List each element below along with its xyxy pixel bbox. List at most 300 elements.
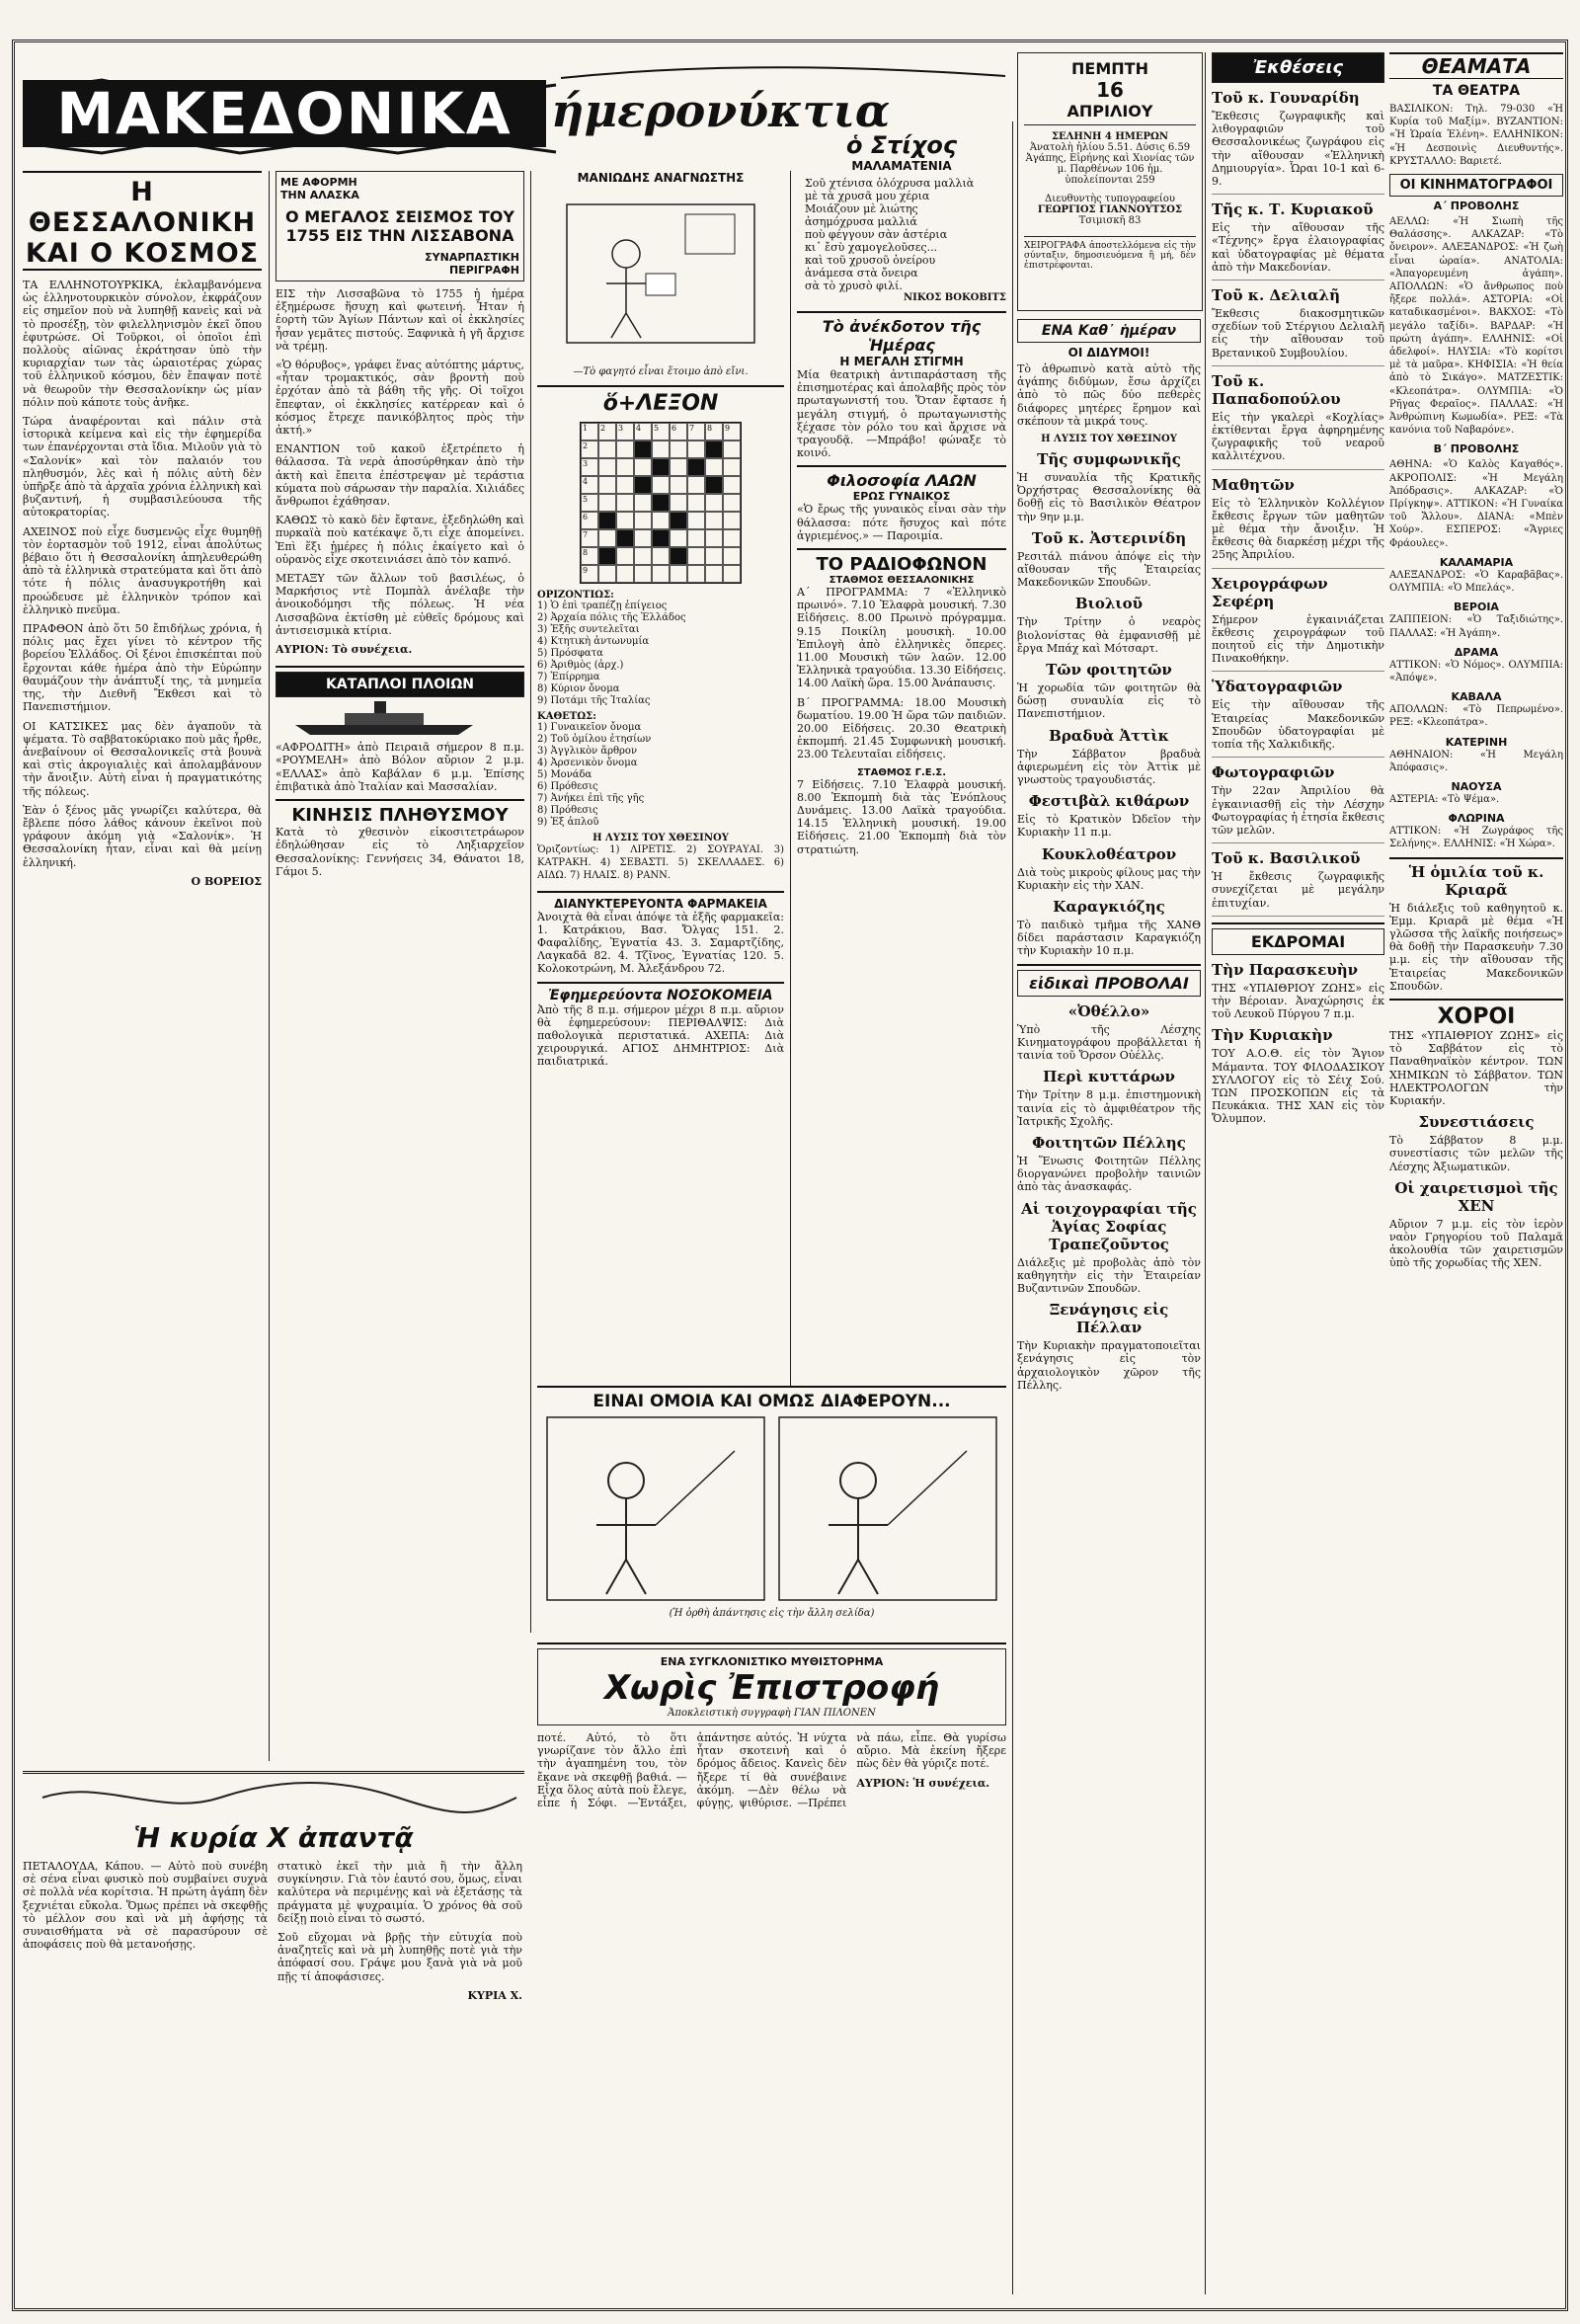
crossword-cell: 3: [581, 458, 598, 476]
event-item: [1017, 529, 1201, 590]
exhibitions-column: [1212, 52, 1384, 2294]
poem-line: ἀσημόχρυσα μαλλιά: [805, 215, 917, 228]
poem-line: σὰ τὸ χρυσὸ φιλί.: [805, 280, 903, 292]
masthead-script: ήμερονύκτια: [551, 84, 891, 137]
advice-headline: Ἡ κυρία Χ ἀπαντᾷ: [133, 1821, 414, 1854]
quake-next: ΑΥΡΙΟΝ: Τὸ συνέχεια.: [276, 643, 413, 657]
stichos-header: ὁ Στίχος: [845, 131, 958, 159]
quake-paragraph: «Ὁ θόρυβος», γράφει ἕνας αὐτόπτης μάρτυς, «ἦταν τρομακτικός, σὰν βροντὴ ποὺ ἐρχόταν ἀπὸ τὰ βάθη τῆς γῆς. Οἱ τοῖχοι ἔπεφταν, οἱ ἐκκλησίες κατέρρεαν καὶ ὁ κόσμος ἔτρεχε πανικόβλητος πρὸς τὴν ἀκτή.»: [276, 359, 524, 438]
crossword-solution-title: Η ΛΥΣΙΣ ΤΟΥ ΧΘΕΣΙΝΟΥ: [592, 833, 729, 843]
crossword-title: ὅ+ΛΕΞΟΝ: [602, 391, 719, 416]
crossword-cell: [687, 512, 705, 529]
crossword-cell: [723, 458, 741, 476]
ships-section: [276, 666, 524, 793]
manuscripts-note: ΧΕΙΡΟΓΡΑΦΑ ἀποστελλόμενα εἰς τὴν σύνταξιν, δημοσιευόμενα ἢ μή, δὲν ἐπιστρέφονται.: [1024, 236, 1196, 271]
quake-paragraph: ΚΑΘΩΣ τὸ κακὸ δὲν ἔφτανε, ἐξεδηλώθη καὶ πυρκαϊὰ ποὺ κατέκαψε ὅ,τι εἶχε ἀπομείνει. Ἐπὶ ἕξι ἡμέρες ἡ πόλις ἐκαίγετο καὶ ὁ οὐρανὸς εἶχε σκοτεινιάσει ἀπὸ τὸν καπνό.: [276, 514, 524, 566]
serial-next: ΑΥΡΙΟΝ: Ἡ συνέχεια.: [856, 1776, 990, 1790]
event-title: Καραγκιόζης: [1053, 898, 1165, 917]
region-item: [1389, 601, 1563, 639]
radio-section: [797, 548, 1006, 856]
crossword-clue: 2) Τοῦ ὁμίλου ἐτησίων: [537, 734, 652, 745]
cinemas-text: ΑΕΛΛΩ: «Ἡ Σιωπὴ τῆς Θαλάσσης». ΑΛΚΑΖΑΡ: «Τὸ ὄνειρον». ΑΛΕΞΑΝΔΡΟΣ: «Ἡ ζωὴ εἶναι ὡραία». ΑΝΑΤΟΛΙΑ: «Ἀπαγορευμένη ἀγάπη». ΑΠΟΛΛΩΝ: «Ὁ ἄνθρωπος ποὺ ἤξερε πολλά». ΑΣΤΟΡΙΑ: «Οἱ καταδικασμένοι». ΒΑΚΧΟΣ: «Τὸ μεγάλο ταξίδι». ΒΑΡΔΑΡ: «Ἡ πρώτη ἀγάπη». ΕΛΛΗΝΙΣ: «Οἱ ἀδελφοί». ΗΛΥΣΙΑ: «Τὸ κορίτσι μὲ τὰ μαῦρα». ΚΗΦΙΣΙΑ: «Ἡ θεία ἀπὸ τὸ Σικάγο». ΜΑΤΖΕΣΤΙΚ: «Κλεοπάτρα». ΟΛΥΜΠΙΑ: «Ὁ Ρῆγας Φεραῖος». ΠΑΛΛΑΣ: «Ἡ Ἀνθρώπινη Κωμωδία». ΡΕΞ: «Τὰ κανόνια τοῦ Ναβαρόνε».: [1389, 216, 1563, 437]
crossword-clue: 1) Ὁ ἐπὶ τραπέζῃ ἐπίγειος: [537, 601, 668, 611]
crossword-clue: 8) Πρόθεσις: [537, 805, 598, 816]
theatres-header: ΘΕΑΜΑΤΑ: [1389, 52, 1563, 79]
lead-headline: Η ΘΕΣΣΑΛΟΝΙΚΗ: [23, 171, 262, 238]
regions-list: [1389, 556, 1563, 851]
screening-title: Φοιτητῶν Πέλλης: [1032, 1133, 1186, 1152]
radio-station-1: ΣΤΑΘΜΟΣ ΘΕΣΣΑΛΟΝΙΚΗΣ: [829, 575, 975, 587]
crossword-cell: [652, 547, 670, 565]
crossword-cell: [723, 529, 741, 547]
crossword-cell: [616, 476, 634, 494]
crossword-cell: [616, 565, 634, 583]
population-section: [276, 799, 524, 878]
crossword-clue: 6) Ἀριθμὸς (ἀρχ.): [537, 660, 624, 671]
stichos-lines: [797, 177, 1006, 292]
crossword-clue: 5) Μονάδα: [537, 769, 592, 780]
exhibition-text: Ἔκθεσις διακοσμητικῶν σχεδίων τοῦ Στέργιου Δελιαλῆ εἰς τὴν αἴθουσαν τοῦ Βρετανικοῦ Συμβουλίου.: [1212, 307, 1384, 360]
crossword-cell: [723, 476, 741, 494]
ships-text: «ΑΦΡΟΔΙΤΗ» ἀπὸ Πειραιᾶ σήμερον 8 π.μ. «ΡΟΥΜΕΛΗ» ἀπὸ Βόλον αὔριον 2 μ.μ. «ΕΛΛΑΣ» ἀπὸ Καβάλαν 6 μ.μ. Ἐπίσης ἐπιβατικὰ ἀπὸ Ἰταλίαν καὶ Μασσαλίαν.: [276, 741, 524, 793]
exhibition-item: [1212, 476, 1384, 569]
region-item: [1389, 812, 1563, 850]
event-title: Κουκλοθέατρον: [1041, 844, 1177, 863]
greetings-title: Οἱ χαιρετισμοὶ τῆς ΧΕΝ: [1394, 1178, 1558, 1215]
ships-title: ΚΑΤΑΠΛΟΙ ΠΛΟΙΩΝ: [276, 672, 524, 697]
region-title: ΔΡΑΜΑ: [1454, 645, 1499, 659]
crossword-cell: 8: [581, 547, 598, 565]
region-text: ΑΘΗΝΑΙΟΝ: «Ἡ Μεγάλη Ἀπόφασις».: [1389, 749, 1563, 773]
region-item: [1389, 556, 1563, 595]
exhibition-title: Τοῦ κ. Δελιαλῆ: [1212, 286, 1340, 305]
crossword-cell: [670, 458, 687, 476]
exhibition-title: Φωτογραφιῶν: [1212, 763, 1335, 782]
screening-text: Τὴν Κυριακὴν πραγματοποιεῖται ξενάγησις εἰς τὸν ἀρχαιολογικὸν χῶρον τῆς Πέλλης.: [1017, 1339, 1201, 1392]
exhibition-text: Τὴν 22αν Ἀπριλίου θὰ ἐγκαινιασθῇ εἰς τὴν Λέσχην Φωτογραφίας ἡ ἐτησία ἔκθεσις τῶν μελῶν.: [1212, 784, 1384, 837]
quake-tag: ΣΥΝΑΡΠΑΣΤΙΚΗ: [425, 251, 519, 264]
quake-tag-2: ΠΕΡΙΓΡΑΦΗ: [448, 264, 519, 277]
advice-ornament: [23, 1778, 524, 1817]
exhibition-item: [1212, 286, 1384, 366]
crossword-cell: [670, 476, 687, 494]
crossword-cell: [616, 494, 634, 512]
crossword-cell: [652, 565, 670, 583]
event-item: [1017, 450, 1201, 523]
crossword-cell: [634, 547, 652, 565]
typo-line1: Διευθυντὴς τυπογραφείου: [1045, 194, 1175, 204]
stichos-author: ΝΙΚΟΣ ΒΟΚΟΒΙΤΣ: [904, 292, 1006, 303]
lead-story: [23, 171, 262, 1761]
serial-banner: [537, 1648, 1006, 1725]
screening-text: Διάλεξις μὲ προβολὰς ἀπὸ τὸν καθηγητὴν εἰς τὴν Ἑταιρείαν Βυζαντινῶν Σπουδῶν.: [1017, 1255, 1201, 1295]
crossword-clue: 7) Ἀνήκει ἐπὶ τῆς γῆς: [537, 793, 645, 804]
crossword-cell: [705, 565, 723, 583]
crossword-clue: 9) Ποτάμι τῆς Ἰταλίας: [537, 695, 651, 706]
crossword-cell: [705, 494, 723, 512]
crossword-cell: 5: [652, 423, 670, 441]
poem-line: ἀνάμεσα στὰ ὄνειρα: [805, 267, 918, 280]
exhibition-item: [1212, 372, 1384, 470]
crossword-cell: [634, 441, 652, 458]
poem-line: μὲ τὰ χρυσᾶ μου χέρια: [805, 190, 930, 202]
radio-program: Β΄ ΠΡΟΓΡΑΜΜΑ: 18.00 Μουσικὴ δωματίου. 19.00 Ἡ ὥρα τῶν παιδιῶν. 20.00 Εἰδήσεις. 20.30 Θεατρικὴ ἐκπομπή. 21.45 Συμφωνικὴ μουσική. 23.00 Τελευταῖαι εἰδήσεις.: [797, 695, 1006, 761]
exhibition-text: Εἰς τὴν αἴθουσαν τῆς Ἑταιρείας Μακεδονικῶν Σπουδῶν ὑδατογραφίαι μὲ τοπία τῆς Χαλκιδικῆς.: [1212, 698, 1384, 752]
crossword-cell: [598, 512, 616, 529]
crossword-cell: 9: [723, 423, 741, 441]
crossword-solution: Ὁριζοντίως: 1) ΛΙΡΕΤΙΣ. 2) ΣΟΥΡΑΥΑΙ. 3) ΚΑΤΡΑΚΗ. 4) ΣΕΒΑΣΤΙ. 5) ΣΚΕΛΛΑΔΕΣ. 6) ΑΙΔΩ. 7) ΗΛΑΙΣ. 8) ΡΑΝΝ.: [537, 844, 784, 882]
hospitals-section: [537, 982, 784, 1069]
advice-signature: ΚΥΡΙΑ Χ.: [467, 1988, 522, 2002]
quake-paragraph: ΕΝΑΝΤΙΟΝ τοῦ κακοῦ ἐξετρέπετο ἡ θάλασσα. Τὰ νερὰ ἀποσύρθηκαν ἀπὸ τὴν ἀκτὴ καὶ ἔπειτα ἐπέστρεψαν μὲ τεράστια κύματα ποὺ σάρωσαν τὴν παραλία. Χιλιάδες ἄνθρωποι ἐχάθησαν.: [276, 442, 524, 509]
crossword-cell: [616, 458, 634, 476]
column-rule: [1205, 52, 1206, 2294]
screening-title: Περὶ κυττάρων: [1043, 1068, 1175, 1086]
theatres-text: ΒΑΣΙΛΙΚΟΝ: Τηλ. 79-030 «Ἡ Κυρία τοῦ Μαξίμ». ΒΥΖΑΝΤΙΟΝ: «Ἡ Ὡραία Ἑλένη». ΕΛΛΗΝΙΚΟΝ: «Ἡ Δεσποινὶς Διευθυντής». ΚΡΥΣΤΑΛΛΟ: Βαριετέ.: [1389, 104, 1563, 167]
exhibition-item: [1212, 763, 1384, 843]
exhibition-item: [1212, 678, 1384, 758]
crossword-cell: 2: [581, 441, 598, 458]
poem-title: ΜΑΝΙΩΔΗΣ ΑΝΑΓΝΩΣΤΗΣ: [577, 171, 745, 185]
crossword-cell: 5: [581, 494, 598, 512]
exhibition-title: Τοῦ κ. Βασιλικοῦ: [1212, 849, 1361, 868]
date-day: 16: [1096, 78, 1124, 102]
event-title: Βιολιοῦ: [1074, 595, 1144, 613]
column-rule: [1012, 121, 1013, 2294]
screenings-list: [1017, 1068, 1201, 1392]
cinemas-second: Β΄ ΠΡΟΒΟΛΗΣ: [1433, 442, 1520, 456]
excursions-sunday-text: ΤΟΥ Α.Ο.Θ. εἰς τὸν Ἅγιον Μάμαντα. ΤΟΥ ΦΙΛΟΔΑΣΙΚΟΥ ΣΥΛΛΟΓΟΥ εἰς τὸ Σέιχ Σού. ΤΩΝ ΠΡΟΣΚΟΠΩΝ εἰς τὰ Πευκάκια. ΤΗΣ ΧΑΝ εἰς τὸν Ὄλυμπον.: [1212, 1047, 1384, 1126]
exhibition-text: Ἔκθεσις ζωγραφικῆς καὶ λιθογραφιῶν τοῦ Θεσσαλονικέως ζωγράφου εἰς τὴν αἴθουσαν «Ἑλληνικὴ Δημιουργία». Ὧραι 10-1 καὶ 6-9.: [1212, 110, 1384, 189]
crossword-cell: [705, 547, 723, 565]
quake-paragraph: ΕΙΣ τὴν Λισσαβῶνα τὸ 1755 ἡ ἡμέρα ἐξημέρωσε ἥσυχη καὶ φωτεινή. Ἦταν ἡ ἑορτὴ τῶν Ἁγίων Πάντων καὶ οἱ ἐκκλησίες ἦσαν γεμᾶτες πιστούς. Ξαφνικὰ ἡ γῆ ἄρχισε νὰ τρέμῃ.: [276, 287, 524, 353]
crossword-cell: [705, 458, 723, 476]
event-text: Ρεσιτάλ πιάνου ἀπόψε εἰς τὴν αἴθουσαν τῆς Ἑταιρείας Μακεδονικῶν Σπουδῶν.: [1017, 549, 1201, 590]
screening-item: [1017, 1301, 1201, 1392]
crossword-clue: 9) Ἐξ ἀπλοῦ: [537, 817, 599, 828]
event-title: Τῆς συμφωνικῆς: [1037, 450, 1181, 469]
quake-paragraph: ΜΕΤΑΞΥ τῶν ἄλλων τοῦ βασιλέως, ὁ Μαρκήσιος ντὲ Πομπὰλ ἀνέλαβε τὴν ἀνοικοδόμησι τῆς πόλεως. Ἡ νέα Λισσαβῶνα ἐκτίσθη μὲ εὐθεῖς δρόμους καὶ ἀντισεισμικὰ κτίρια.: [276, 572, 524, 637]
poem-line: Μοιάζουν μὲ λιώτης: [805, 202, 918, 215]
crossword-grid: [580, 422, 742, 584]
crossword-cell: [687, 565, 705, 583]
crossword-cell: [687, 547, 705, 565]
event-text: Διὰ τοὺς μικροὺς φίλους μας τὴν Κυριακὴν εἰς τὴν ΧΑΝ.: [1017, 865, 1201, 892]
event-text: Τὴν Σάββατον βραδυὰ ἀφιερωμένη εἰς τὸν Ἀττὶκ μὲ γνωστοὺς τραγουδιστάς.: [1017, 747, 1201, 787]
serial-kicker: ΕΝΑ ΣΥΓΚΛΟΝΙΣΤΙΚΟ ΜΥΘΙΣΤΟΡΗΜΑ: [660, 1655, 884, 1668]
crossword-cell: 9: [581, 565, 598, 583]
saints-text: Ἀγάπης, Εἰρήνης καὶ Χιονίας τῶν μ. Παρθένων 106 ἡμ. ὑπολείπονται 259: [1025, 153, 1195, 186]
crossword-down-title: ΚΑΘΕΤΩΣ:: [537, 711, 596, 722]
typo-line3: Τσιμισκῆ 83: [1078, 215, 1142, 226]
datebox: [1017, 52, 1203, 311]
exhibition-item: [1212, 575, 1384, 673]
crossword-cell: [634, 458, 652, 476]
crossword-clue: 6) Πρόθεσις: [537, 781, 598, 792]
cartoon-section: [537, 1386, 1006, 1639]
lead-paragraph: Τώρα ἀναφέρονται καὶ πάλιν στὰ ἰστορικὰ κείμενα καὶ εἰς τὴν ἐφημερίδα των ἐπανέρχονται στὰ ἴδια. Μιλοῦν γιὰ τὸ «Σαλονίκ» καὶ τὸν παλαιόν του πληθυσμόν, λὲς καὶ ἡ πόλις αὐτὴ δὲν ὑπῆρξε ἀπὸ τὰ ἀρχαῖα χρόνια ἑλληνικὴ καὶ βυζαντινή, ἡ συμβασιλεύουσα τῆς αὐτοκρατορίας.: [23, 415, 262, 520]
filosofia-header: Φιλοσοφία ΛΑΩΝ: [827, 471, 977, 491]
exhibition-text: Ἡ ἔκθεσις ζωγραφικῆς συνεχίζεται μὲ μεγάλην ἐπιτυχίαν.: [1212, 870, 1384, 910]
cartoon-illustration: [537, 1411, 1006, 1604]
crossword-cell: [634, 494, 652, 512]
crossword-cell: 4: [581, 476, 598, 494]
event-text: Τὸ παιδικὸ τμῆμα τῆς ΧΑΝΘ δίδει παράστασιν Καραγκιόζη τὴν Κυριακὴν 10 π.μ.: [1017, 919, 1201, 958]
crossword-cell: [652, 458, 670, 476]
event-item: [1017, 595, 1201, 655]
region-title: ΚΑΤΕΡΙΝΗ: [1445, 735, 1508, 749]
exhibition-title: Τῆς κ. Τ. Κυριακοῦ: [1212, 200, 1374, 219]
events-column: [1017, 319, 1201, 2294]
screenings-header: εἰδικαὶ ΠΡΟΒΟΛΑΙ: [1017, 970, 1201, 997]
crossword-cell: 1: [581, 423, 598, 441]
screening-item: [1017, 1200, 1201, 1296]
exhibition-title: Μαθητῶν: [1212, 475, 1295, 494]
greetings-text: Αὔριον 7 μ.μ. εἰς τὸν ἱερὸν ναὸν Γρηγορίου τοῦ Παλαμᾶ ἀκολουθία τῶν χαιρετισμῶν ὑπὸ τῆς χορωδίας τῆς ΧΕΝ.: [1389, 1217, 1563, 1270]
crossword-cell: [616, 441, 634, 458]
crossword-clue: 3) Ἀγγλικὸν ἄρθρον: [537, 746, 638, 757]
crossword-cell: [687, 441, 705, 458]
region-text: ΑΛΕΞΑΝΔΡΟΣ: «Ὁ Καραβᾶβας». ΟΛΥΜΠΙΑ: «Ὁ Μπελάς».: [1389, 569, 1563, 595]
crossword-cell: [687, 494, 705, 512]
crossword-across-clues: [537, 601, 784, 707]
event-text: Ἡ χορωδία τῶν φοιτητῶν θὰ δώσῃ συναυλία εἰς τὸ Πανεπιστήμιον.: [1017, 681, 1201, 721]
crossword-cell: [687, 476, 705, 494]
crossword-clue: 2) Ἀρχαία πόλις τῆς Ἑλλάδος: [537, 612, 686, 623]
crossword-cell: [705, 441, 723, 458]
crossword-cell: [723, 441, 741, 458]
quake-headline-box: [276, 171, 524, 281]
crossword-cell: 4: [634, 423, 652, 441]
date-month: ΑΠΡΙΛΙΟΥ: [1024, 102, 1196, 125]
lead-paragraph: ΑΧΕΙΝΟΣ ποὺ εἶχε δυσμενῶς εἶχε θυμηθῇ τὸν ἑορτασμὸν τοῦ 1912, εἶναι ἀπολύτως βέβαιο ὅτι ἡ Θεσσαλονίκη ἀπηλευθερώθη ἀπὸ τὰ ἑλληνικὰ στρατεύματα καὶ ὅτι ἀπὸ τότε ἡ πόλις ἀνασυγκροτήθη καὶ προώδευσε μὲ ἑλληνικὸν τρόπον καὶ ἑλληνικὸ πνεῦμα.: [23, 524, 262, 616]
crossword-cell: [652, 476, 670, 494]
one-a-day-subtitle: ΟΙ ΔΙΔΥΜΟΙ!: [1067, 346, 1150, 360]
excursions-sunday: Τὴν Κυριακὴν: [1212, 1026, 1333, 1045]
crossword-cell: [705, 476, 723, 494]
exhibition-text: Σήμερον ἐγκαινιάζεται ἔκθεσις χειρογράφων τοῦ ποιητοῦ εἰς τὴν Δημοτικὴν Πινακοθήκην.: [1212, 612, 1384, 666]
screening-title: Ξενάγησις εἰς Πέλλαν: [1049, 1301, 1169, 1337]
crossword-clue: 8) Κύριον ὄνομα: [537, 683, 620, 694]
crossword-cell: [723, 547, 741, 565]
exhibition-title: Χειρογράφων Σεφέρη: [1212, 574, 1328, 610]
region-title: ΚΑΒΑΛΑ: [1451, 690, 1502, 704]
region-text: ΑΤΤΙΚΟΝ: «Ἡ Ζωγράφος τῆς Σελήνης». ΕΛΛΗΝΙΣ: «Ἡ Χώρα».: [1389, 826, 1563, 850]
crossword-cell: [705, 529, 723, 547]
column-rule: [269, 171, 270, 1761]
crossword-cell: [670, 494, 687, 512]
cinemas-title: ΟΙ ΚΙΝΗΜΑΤΟΓΡΑΦΟΙ: [1389, 174, 1563, 197]
filosofia-text: «Ὁ ἔρως τῆς γυναικὸς εἶναι σὰν τὴν θάλασσα: πότε ἥσυχος καὶ πότε ἀγριεμένος.» — Παροιμία.: [797, 503, 1006, 542]
pharmacies-title: ΔΙΑΝΥΚΤΕΡΕΥΟΝΤΑ ΦΑΡΜΑΚΕΙΑ: [554, 896, 767, 911]
screening-title: Αἱ τοιχογραφίαι τῆς Ἁγίας Σοφίας Τραπεζοῦντος: [1021, 1199, 1197, 1253]
exhibition-title: Ὑδατογραφιῶν: [1212, 678, 1343, 696]
event-item: [1017, 898, 1201, 958]
region-item: [1389, 736, 1563, 774]
theatres-column: [1389, 52, 1563, 2294]
radio-title: ΤΟ ΡΑΔΙΟΦΩΝΟΝ: [816, 554, 988, 576]
exhibitions-header: Ἐκθέσεις: [1212, 52, 1384, 83]
crossword-cell: [670, 512, 687, 529]
serial-text: ποτέ. Αὐτό, τὸ ὅτι γνωρίζανε τὸν ἄλλο ἐπὶ τὴν ἀγαπημένη του, τὸν ἔκανε νὰ σκεφθῇ βαθιά. —Εἶχα ὅλος αὐτὰ ποὺ ἔλεγε, εἶπε ἡ Σόφι. —Ἐντάξει, ἀπάντησε αὐτός. Ἡ νύχτα ἦταν σκοτεινὴ καὶ ὁ δρόμος ἄδειος. Κανεὶς δὲν ἤξερε τί θὰ συνέβαινε ἀκόμη. —Δὲν θέλω νὰ φύγῃς, ψιθύρισε. —Πρέπει νὰ πάω, εἶπε. Θὰ γυρίσω αὔριο. Μὰ ἐκείνη ἤξερε πὼς δὲν θὰ γύριζε ποτέ.: [537, 1731, 1006, 1810]
one-a-day-title: ΕΝΑ Καθ᾿ ἡμέραν: [1017, 319, 1201, 343]
sun-text: Ἀνατολὴ ἡλίου 5.51. Δύσις 6.59: [1029, 142, 1191, 153]
radio-program: Α΄ ΠΡΟΓΡΑΜΜΑ: 7 «Ἑλληνικὸ πρωινό». 7.10 Ἐλαφρὰ μουσική. 7.30 Εἰδήσεις. 8.00 Πρωινὸ πρόγραμμα. 9.15 Ποικίλη μουσικὴ. 10.00 Ἐπιλογὴ ἀπὸ ἐλληνικὲς ὄπερες. 11.00 Μουσικὴ τῶν λαῶν. 12.00 Ἑλληνικὰ τραγούδια. 13.30 Εἰδήσεις. 14.00 Λαϊκὴ ὥρα. 15.00 Ἀνάπαυσις.: [797, 586, 1006, 690]
region-text: ΑΠΟΛΛΩΝ: «Τὸ Πεπρωμένο». ΡΕΞ: «Κλεοπάτρα».: [1389, 704, 1563, 729]
exhibition-text: Εἰς τὸ Ἑλληνικὸν Κολλέγιον ἔκθεσις ἔργων τῶν μαθητῶν μὲ θέμα τὴν ἄνοιξιν. Ἡ ἔκθεσις θὰ διαρκέσῃ μέχρι τῆς 25ης Ἀπριλίου.: [1212, 496, 1384, 562]
advice-column: [23, 1771, 524, 2311]
exhibition-text: Εἰς τὴν γκαλερὶ «Κοχλίας» ἐκτίθενται ἔργα ἀφηρημένης ζωγραφικῆς τοῦ νεαροῦ καλλιτέχνου.: [1212, 410, 1384, 463]
cinemas-premiere: Α΄ ΠΡΟΒΟΛΗΣ: [1433, 200, 1520, 213]
quake-kicker: ΜΕ ΑΦΟΡΜΗ: [280, 176, 357, 189]
lead-paragraph: ΟΙ ΚΑΤΣΙΚΕΣ μας δὲν ἀγαποῦν τὰ ψέματα. Τὸ σαββατοκύριακο ποὺ μᾶς ἦρθε, ἀνεβαίνουν οἱ Θεσσαλονικεῖς στὰ βουνὰ καὶ στὶς ἀκρογιαλιὲς καὶ ἀπολαμβάνουν τὴν ἄνοιξιν. Αὐτὴ εἶναι ἡ πραγματικότης τῆς πόλεως.: [23, 719, 262, 798]
cartoon-title: ΕΙΝΑΙ ΟΜΟΙΑ ΚΑΙ ΟΜΩΣ ΔΙΑΦΕΡΟΥΝ...: [592, 1392, 951, 1411]
crossword-cell: [652, 512, 670, 529]
radio-program: 7 Εἰδήσεις. 7.10 Ἐλαφρὰ μουσική. 8.00 Ἐκπομπὴ διὰ τὰς Ἐνόπλους Δυνάμεις. 13.00 Λαϊκὰ τραγούδια. 14.15 Ἑλληνικὴ μουσική. 19.00 Εἰδήσεις. 21.00 Ἐκπομπὴ διὰ τὸν στρατιώτη.: [797, 777, 1006, 856]
crossword-cell: [634, 476, 652, 494]
event-item: [1017, 845, 1201, 892]
quake-kicker-2: ΤΗΝ ΑΛΑΣΚΑ: [280, 189, 359, 201]
serial-title: Χωρὶς Ἐπιστροφή: [603, 1668, 940, 1708]
poem-line: Σοῦ χτένισα ὁλόχρυσα μαλλιὰ: [805, 177, 975, 190]
screenings-film: «Ὀθέλλο»: [1067, 1002, 1150, 1020]
pharmacies-section: [537, 891, 784, 976]
crossword-cell: [598, 565, 616, 583]
crossword-cell: [598, 494, 616, 512]
event-text: Εἰς τὸ Κρατικὸν Ὠδεῖον τὴν Κυριακὴν 11 π.μ.: [1017, 813, 1201, 840]
crossword-clue: 1) Γυναικεῖον ὄνομα: [537, 722, 642, 733]
exhibition-text: Εἰς τὴν αἴθουσαν τῆς «Τέχνης» ἔργα ἐλαιογραφίας καὶ ὑδατογραφίας μὲ θέματα ἀπὸ τὴν Μακεδονίαν.: [1212, 221, 1384, 274]
screening-text: Τὴν Τρίτην 8 μ.μ. ἐπιστημονικὴ ταινία εἰς τὸ ἀμφιθέατρον τῆς Ἰατρικῆς Σχολῆς.: [1017, 1088, 1201, 1128]
hospitals-title: Ἐφημερεύοντα ΝΟΣΟΚΟΜΕΙΑ: [548, 987, 773, 1003]
crossword-clue: 3) Ἐξῆς συντελεῖται: [537, 624, 640, 635]
crossword-clue: 5) Πρόσφατα: [537, 648, 603, 659]
pharmacies-text: Ἀνοιχτὰ θὰ εἶναι ἀπόψε τὰ ἑξῆς φαρμακεῖα: 1. Κατράκιου, Βασ. Ὄλγας 151. 2. Φαφαλίδης, Ἐγνατία 43. 3. Σαμαρτζίδης, Λαγκαδᾶ 82. 4. Τζῖνος, Ἐγνατίας 120. 5. Κολοκοτρώνη, Μ. Ἀλεξάνδρου 72.: [537, 910, 784, 976]
region-item: [1389, 780, 1563, 806]
dances-title: ΧΟΡΟΙ: [1389, 999, 1563, 1029]
crossword-cell: [723, 565, 741, 583]
crossword-cell: [598, 547, 616, 565]
lead-paragraph: Ἐὰν ὁ ξένος μᾶς γνωρίζει καλύτερα, θὰ ἔβλεπε πόσο λάθος κάνουν ἐκεῖνοι ποὺ γράφουν ἀκόμη γιὰ «Σαλονίκ». Ἡ Θεσσαλονίκη ἦταν, εἶναι καὶ θὰ μείνῃ ἑλληνική.: [23, 803, 262, 869]
exhibition-item: [1212, 89, 1384, 195]
stichos-title: ΜΑΛΑΜΑΤΕΝΙΑ: [851, 159, 952, 173]
quake-story: [276, 171, 524, 1633]
crossword-clue: 4) Ἀρσενικὸν ὄνομα: [537, 758, 638, 768]
crossword-cell: [687, 529, 705, 547]
event-title: Τοῦ κ. Ἀστερινίδη: [1031, 528, 1187, 547]
event-title: Βραδυὰ Ἀττὶκ: [1049, 726, 1169, 745]
region-title: ΚΑΛΑΜΑΡΙΑ: [1439, 555, 1514, 569]
crossword-cell: [670, 547, 687, 565]
lead-paragraph: ΤΑ ΕΛΛΗΝΟΤΟΥΡΚΙΚΑ, ἐκλαμβανόμενα ὡς ἑλληνοτουρκικὸν σύνολον, ἐκφράζουν εἰς σημεῖον ποὺ νὰ λυπηθῇ κανεὶς καὶ νὰ τὸ προσέξῃ, τὸν φιλελληνισμὸν ἐκεῖ ὅπου ἐφυτρώσε. Οἱ Τοῦρκοι, οἱ ὁποῖοι ἐπὶ πολλοὺς αἰῶνας ἐκράτησαν ὑπὸ τὴν κυριαρχίαν των τὰς ὡραιοτέρας χώρας τοῦ ἑλληνικοῦ κόσμου, δὲν ἔπαψαν ποτὲ νὰ θεωροῦν τὴν Θεσσαλονίκην ὡς μίαν πόλιν ποὺ κάποτε τοὺς ἀνῆκε.: [23, 279, 262, 409]
event-item: [1017, 792, 1201, 839]
screening-item: [1017, 1134, 1201, 1194]
crossword-cell: 7: [581, 529, 598, 547]
crossword-cell: 8: [705, 423, 723, 441]
theatres-title: ΤΑ ΘΕΑΤΡΑ: [1432, 83, 1521, 99]
radio-station-2: ΣΤΑΘΜΟΣ Γ.Ε.Σ.: [856, 766, 947, 778]
poem-line: καὶ τοῦ χρυσοῦ ὀνείρου: [805, 254, 936, 267]
hospitals-text: Ἀπὸ τῆς 8 π.μ. σήμερον μέχρι 8 π.μ. αὔριον θὰ ἐφημερεύσουν: ΠΕΡΙΘΑΛΨΙΣ: Διὰ παθολογικὰ περιστατικά. ΑΧΕΠΑ: Διὰ χειρουργικά. ΑΓΙΟΣ ΔΗΜΗΤΡΙΟΣ: Διὰ παιδιατρικά.: [537, 1002, 784, 1069]
moon-text: ΣΕΛΗΝΗ 4 ΗΜΕΡΩΝ: [1051, 131, 1169, 142]
cinemas-second-text: ΑΘΗΝΑ: «Ὁ Καλὸς Καγαθός». ΑΚΡΟΠΟΛΙΣ: «Ἡ Μεγάλη Ἀπόδρασις». ΑΛΚΑΖΑΡ: «Ὁ Πρίγκηψ». ΑΤΤΙΚΟΝ: «Ἡ Γυναίκα τοῦ Ἄλλου». ΔΙΑΝΑ: «Μπὲν Χούρ». ΕΣΠΕΡΟΣ: «Ἄγριες Φράουλες».: [1389, 459, 1563, 549]
crossword-clue: 4) Κτητικὴ ἀντωνυμία: [537, 636, 650, 647]
anekdoto-header: Τὸ ἀνέκδοτον τῆς Ἡμέρας: [822, 317, 982, 355]
event-title: Φεστιβὰλ κιθάρων: [1028, 792, 1190, 811]
crossword-cell: [687, 458, 705, 476]
region-title: ΦΛΩΡΙΝΑ: [1448, 812, 1505, 826]
screenings-text: Ὑπὸ τῆς Λέσχης Κινηματογράφου προβάλλεται ἡ ταινία τοῦ Ὄρσον Οὐέλλς.: [1017, 1022, 1201, 1063]
lecture-text: Ἡ διάλεξις τοῦ καθηγητοῦ κ. Ἐμμ. Κριαρᾶ μὲ θέμα «Ἡ γλῶσσα τῆς λαϊκῆς ποιήσεως» θὰ δοθῇ τὴν Παρασκευὴν 7.30 μ.μ. εἰς τὴν αἴθουσαν τῆς Ἑταιρείας Μακεδονικῶν Σπουδῶν.: [1389, 901, 1563, 993]
gatherings-text: Τὸ Σάββατον 8 μ.μ. συνεστίασις τῶν μελῶν τῆς Λέσχης Ἀξιωματικῶν.: [1389, 1134, 1563, 1173]
crossword-down-clues: [537, 722, 784, 829]
anekdoto-text: Μία θεατρικὴ ἀντιπαράσταση τῆς ἐπισημοτέρας καὶ ἀπολαβῆς πρὸς τὸν πρωταγωνιστή του. Ὅταν ἔφτασε ἡ μεγάλη στιγμή, ὁ πρωταγωνιστὴς ξέχασε τὸν ρόλο του καὶ ἄρχισε νὰ τραγουδᾷ. —Μπράβο! φώναξε τὸ κοινό.: [797, 368, 1006, 460]
lead-headline-2: ΚΑΙ Ο ΚΟΣΜΟΣ: [23, 238, 262, 271]
crossword-cell: [670, 565, 687, 583]
crossword-across-title: ΟΡΙΖΟΝΤΙΩΣ:: [537, 590, 614, 601]
crossword-section: [537, 385, 784, 883]
anekdoto-title: Η ΜΕΓΑΛΗ ΣΤΙΓΜΗ: [839, 355, 964, 368]
crossword-cell: [670, 529, 687, 547]
population-title: ΚΙΝΗΣΙΣ ΠΛΗΘΥΣΜΟΥ: [291, 805, 509, 827]
crossword-cell: [616, 529, 634, 547]
crossword-cell: [616, 512, 634, 529]
excursions-friday-text: ΤΗΣ «ΥΠΑΙΘΡΙΟΥ ΖΩΗΣ» εἰς τὴν Βέροιαν. Ἀναχώρησις ἐκ τοῦ Λευκοῦ Πύργου 7 π.μ.: [1212, 981, 1384, 1021]
reader-cartoon: [537, 185, 784, 362]
event-text: Τὴν Τρίτην ὁ νεαρὸς βιολονίστας θὰ ἐμφανισθῇ μὲ ἔργα Μπάχ καὶ Μότσαρτ.: [1017, 615, 1201, 655]
filosofia-section: [797, 465, 1006, 542]
crossword-cell: [616, 547, 634, 565]
anekdoto-section: [797, 311, 1006, 459]
advice-paragraph: Σοῦ εὔχομαι νὰ βρῇς τὴν εὐτυχία ποὺ ἀναζητεῖς καὶ νὰ μὴ λυπηθῇς ποτὲ γιὰ τὴν ἀπόφασί σου. Γράψε μου ξανὰ γιὰ νὰ μοῦ πῇς τί ἀποφάσισες.: [277, 1931, 522, 1983]
dances-text: ΤΗΣ «ΥΠΑΙΘΡΙΟΥ ΖΩΗΣ» εἰς τὸ Σαββάτον εἰς τὸ Παναθηναϊκὸν κέντρον. ΤΩΝ ΧΗΜΙΚΩΝ τὸ Σάββατον. ΤΩΝ ΗΛΕΚΤΡΟΛΟΓΩΝ τὴν Κυριακήν.: [1389, 1028, 1563, 1107]
screening-text: Ἡ Ἕνωσις Φοιτητῶν Πέλλης διοργανώνει προβολὴν ταινιῶν ἀπὸ τὰς ἀνασκαφάς.: [1017, 1154, 1201, 1194]
poem-caption: —Τὸ φαγητό εἶναι ἕτοιμο ἀπὸ εἴνι.: [573, 366, 749, 377]
region-text: ΑΣΤΕΡΙΑ: «Τὸ Ψέμα».: [1389, 793, 1500, 805]
crossword-cell: 3: [616, 423, 634, 441]
typo-line2: ΓΕΩΡΓΙΟΣ ΓΙΑΝΝΟΥΤΣΟΣ: [1037, 204, 1183, 215]
newspaper-page: [12, 40, 1568, 2311]
masthead-title: ΜΑΚΕΔΟΝΙΚΑ: [23, 80, 546, 147]
filosofia-title: ΕΡΩΣ ΓΥΝΑΙΚΟΣ: [852, 490, 951, 504]
advice-paragraph: ΠΕΤΑΛΟΥΔΑ, Κάπου. — Αὐτὸ ποὺ συνέβη σὲ σένα εἶναι φυσικὸ ποὺ συμβαίνει συχνὰ σὲ πολλὰ νέα κορίτσια. Ἡ πρώτη ἀγάπη δὲν ξεχνιέται εὔκολα. Ὅμως πρέπει νὰ σκεφθῇς τὸ μέλλον σου καὶ νὰ μὴ ἀφήσῃς τὰ συναισθήματα νὰ σὲ παρασύρουν σὲ ἀποφάσεις ποὺ θὰ μετανοήσῃς.: [23, 1860, 268, 1952]
region-title: ΝΑΟΥΣΑ: [1451, 779, 1502, 793]
crossword-cell: [598, 476, 616, 494]
region-text: ΑΤΤΙΚΟΝ: «Ὁ Νόμος». ΟΛΥΜΠΙΑ: «Ἀπόψε».: [1389, 659, 1563, 683]
crossword-cell: [634, 512, 652, 529]
one-a-day-text: Τὸ ἀθρωπινὸ κατὰ αὐτὸ τῆς ἀγάπης διδύμων, ἔσω ἀρχίζει ἀπὸ τὸ πῶς δύο πεθερὲς διάφορες μητέρες ἕρημον καὶ σκέπουν τὰ μικρά τους.: [1017, 362, 1201, 428]
gatherings-title: Συνεστιάσεις: [1418, 1113, 1535, 1132]
crossword-cell: 7: [687, 423, 705, 441]
population-text: Κατὰ τὸ χθεσινὸν εἰκοσιτετράωρον ἐδηλώθησαν εἰς τὸ Ληξιαρχεῖον Θεσσαλονίκης: Γεννήσεις 34, Θάνατοι 18, Γάμοι 5.: [276, 826, 524, 878]
event-item: [1017, 661, 1201, 721]
crossword-cell: [723, 512, 741, 529]
exhibition-item: [1212, 200, 1384, 280]
excursions-section: [1212, 922, 1384, 1126]
event-item: [1017, 727, 1201, 787]
crossword-cell: [652, 529, 670, 547]
crossword-cell: 6: [670, 423, 687, 441]
excursions-friday: Τὴν Παρασκευὴν: [1212, 960, 1359, 979]
exhibition-title: Τοῦ κ. Γουναρίδη: [1212, 89, 1360, 107]
poem-line: ποὺ φέγγουν σὰν ἀστέρια: [805, 228, 948, 241]
screening-item: [1017, 1068, 1201, 1128]
crossword-cell: [705, 512, 723, 529]
region-title: ΒΕΡΟΙΑ: [1454, 601, 1499, 614]
crossword-cell: [652, 441, 670, 458]
crossword-cell: 6: [581, 512, 598, 529]
crossword-cell: [723, 494, 741, 512]
